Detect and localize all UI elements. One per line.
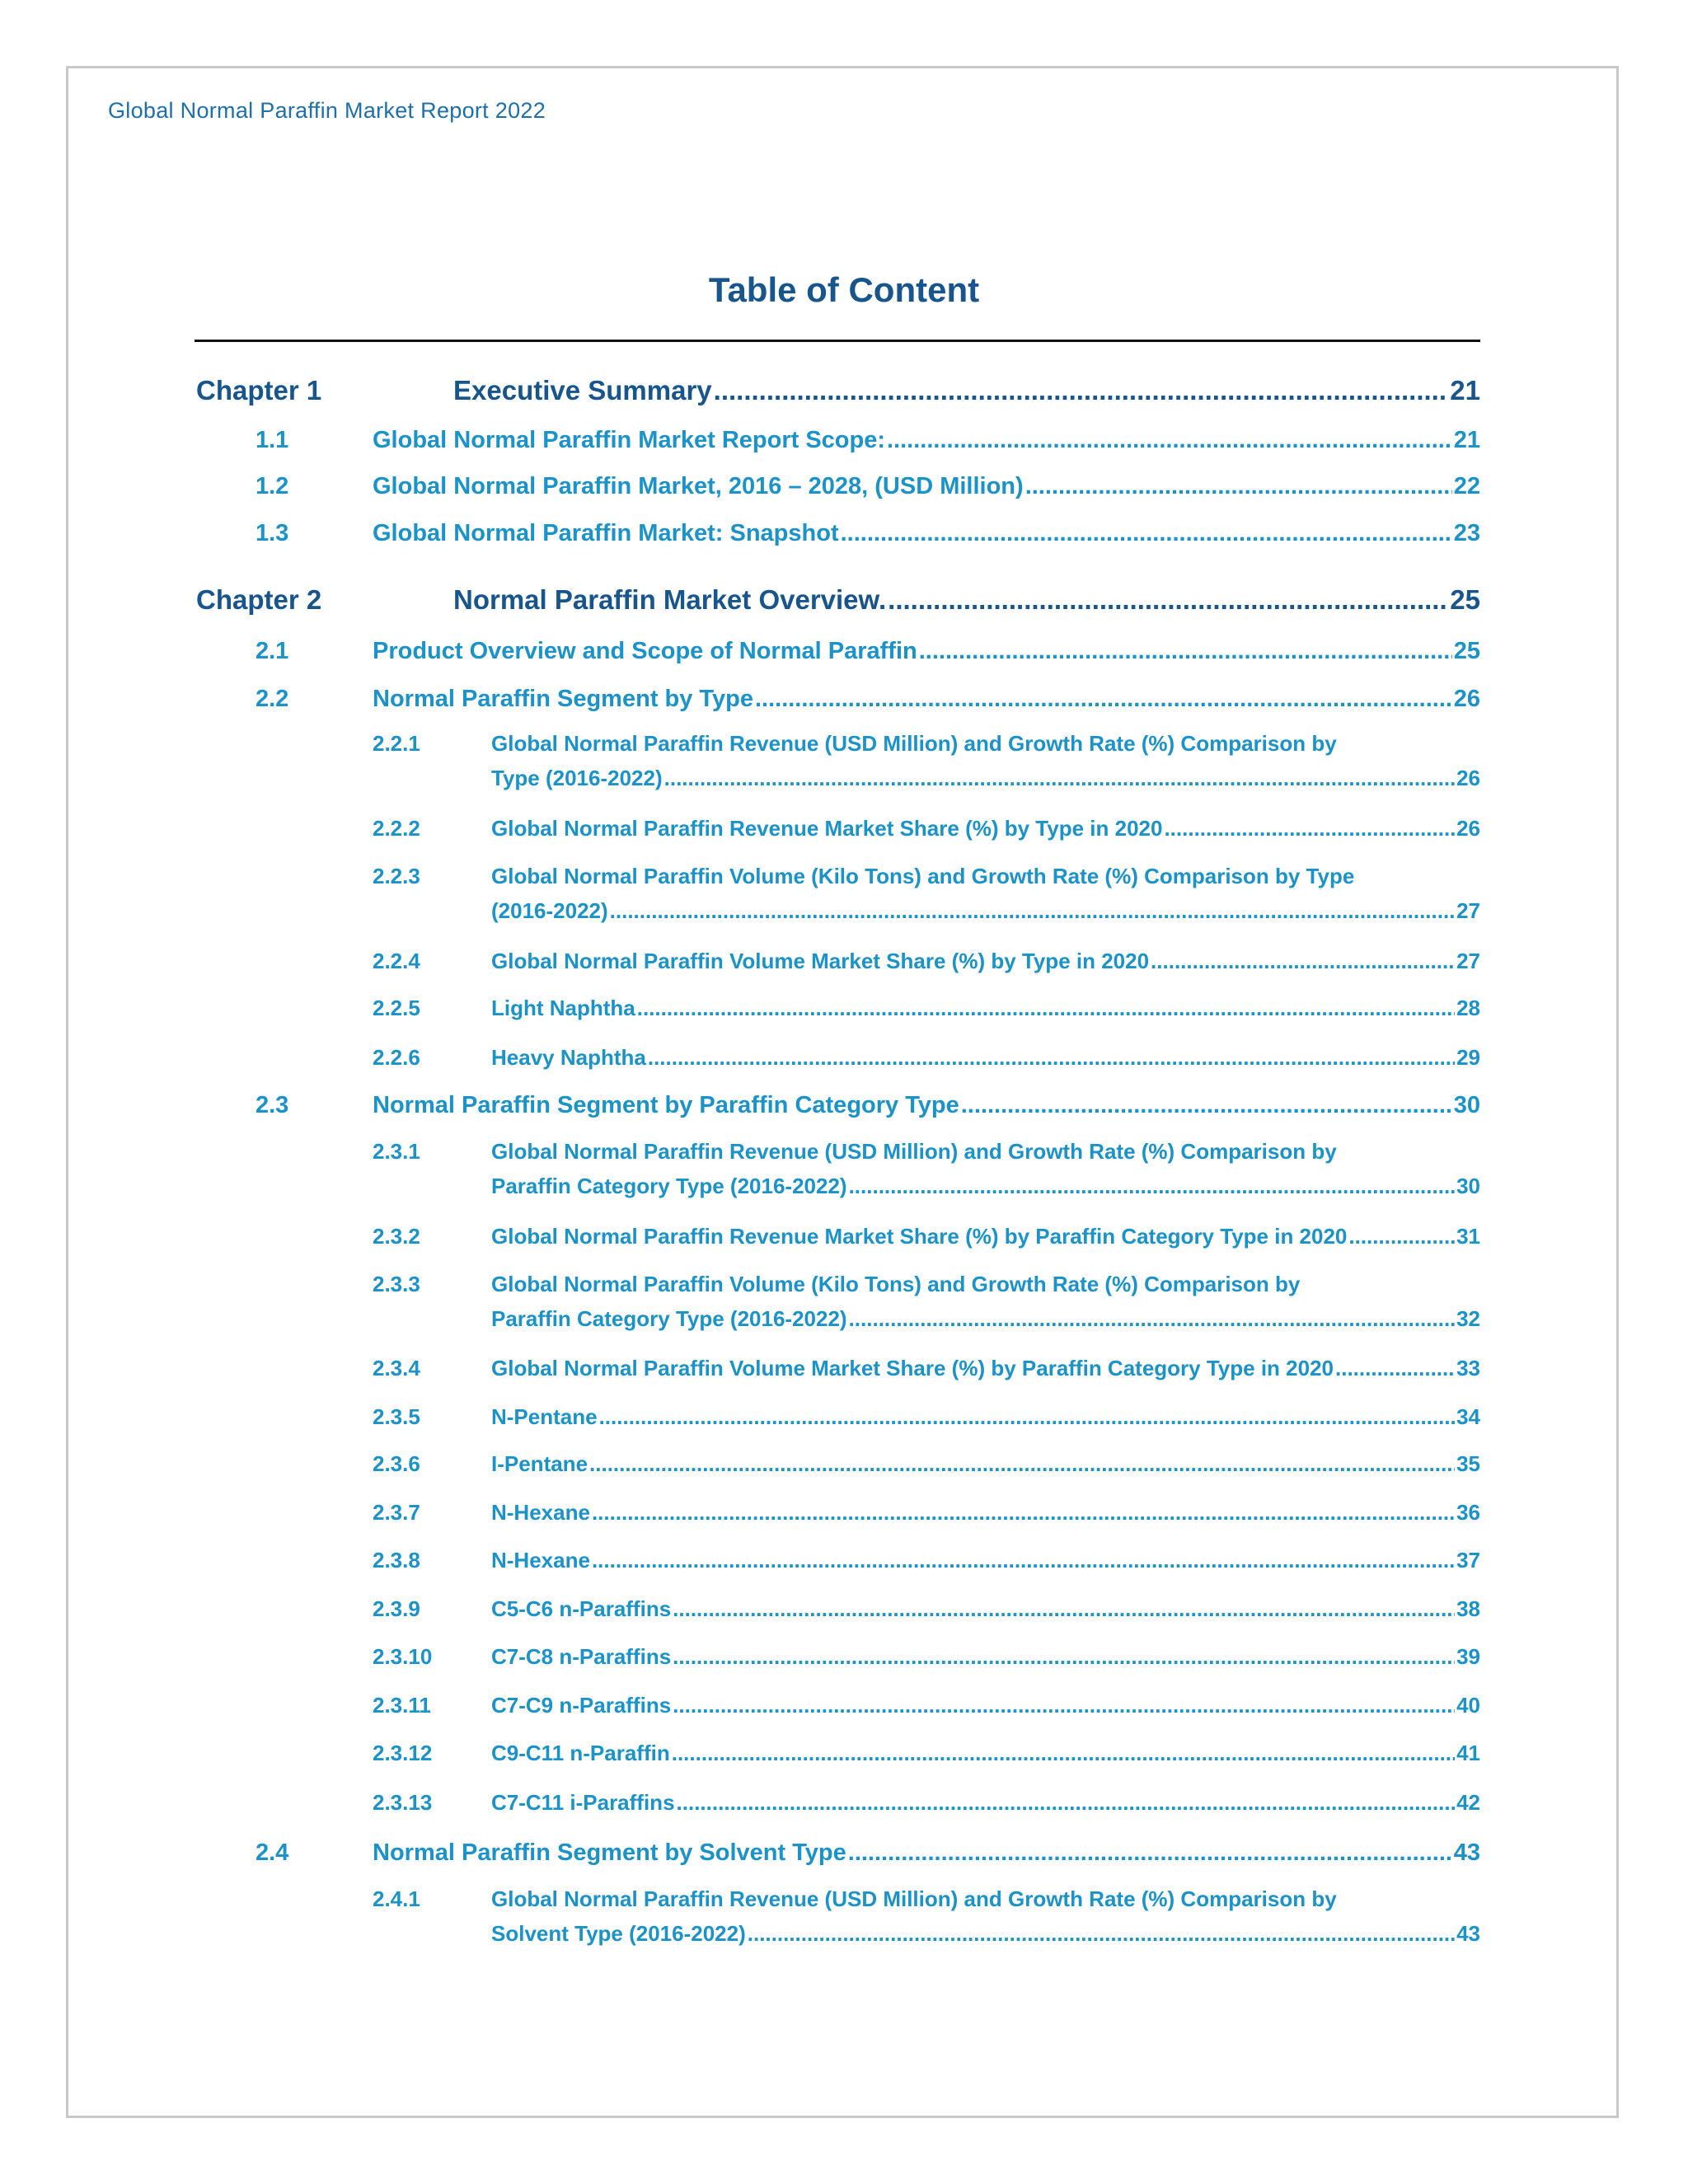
toc-entry-page: 30 [1456,1174,1480,1198]
toc-entry-page: 21 [1453,427,1480,453]
toc-entry-page: 36 [1456,1500,1480,1525]
toc-entry-number: 2.3.8 [373,1548,420,1572]
toc-entry-page: 27 [1456,949,1480,973]
toc-entry-number: 2.2.3 [373,864,420,888]
toc-entry-title: Paraffin Category Type (2016-2022) [491,1306,847,1331]
dot-leader [849,1306,1456,1332]
toc-entry-page: 25 [1450,584,1480,615]
dot-leader [919,638,1452,665]
dot-leader [1151,949,1455,974]
toc-title: Table of Content [708,270,980,309]
toc-entry-page: 43 [1456,1921,1480,1946]
dot-leader [673,1693,1455,1718]
toc-entry-page: 25 [1453,638,1480,664]
toc-entry-title: Paraffin Category Type (2016-2022) [491,1174,847,1198]
title-rule [195,340,1480,342]
toc-entry-title-line1: Global Normal Paraffin Volume (Kilo Tons) and Growth Rate (%) Comparison by Type [491,864,1355,888]
toc-entry-title: Global Normal Paraffin Volume Market Share (%) by Type in 2020 [491,949,1150,973]
dot-leader [589,1451,1455,1477]
dot-leader [841,520,1452,547]
toc-entry-title: Normal Paraffin Segment by Solvent Type [373,1840,846,1866]
dot-leader [1164,816,1455,841]
toc-entry-page: 22 [1453,473,1480,499]
toc-entry-page: 26 [1453,686,1480,712]
toc-entry-number: 2.3.13 [373,1790,433,1815]
toc-entry-title: N-Hexane [491,1548,590,1572]
toc-entry-title-line1: Global Normal Paraffin Revenue (USD Million) and Growth Rate (%) Comparison by [491,1139,1337,1164]
toc-entry-number: 2.3.3 [373,1272,420,1296]
toc-entry-title: C7-C11 i-Paraffins [491,1790,675,1815]
toc-entry-page: 26 [1456,816,1480,841]
toc-entry-number: 2.2.2 [373,816,420,841]
toc-entry-title: Solvent Type (2016-2022) [491,1921,746,1946]
toc-entry-title: Product Overview and Scope of Normal Paraffin [373,638,917,664]
dot-leader [888,584,1448,616]
dot-leader [672,1741,1455,1766]
toc-entry-title: Normal Paraffin Market Overview. [453,584,887,615]
toc-entry-number: 1.2 [256,473,289,499]
dot-leader [664,766,1455,791]
toc-entry-number: 1.1 [256,427,289,453]
toc-entry-page: 42 [1456,1790,1480,1815]
toc-entry-number: 2.3.7 [373,1500,420,1525]
dot-leader [648,1045,1455,1071]
toc-entry-title: Executive Summary [453,375,712,405]
toc-entry-title: Normal Paraffin Segment by Type [373,686,753,712]
toc-entry-number: 2.3.4 [373,1356,420,1380]
dot-leader [961,1092,1452,1119]
dot-leader [673,1644,1455,1670]
toc-entry-number: 2.2.5 [373,996,420,1020]
dot-leader [592,1500,1455,1526]
toc-entry-number: 2.4 [256,1840,289,1866]
toc-entry-title: Global Normal Paraffin Market, 2016 – 2028, (USD Million) [373,473,1024,499]
toc-entry-title: Global Normal Paraffin Market: Snapshot [373,520,839,546]
toc-entry-title: (2016-2022) [491,898,608,923]
toc-entry-title: Type (2016-2022) [491,766,663,790]
dot-leader [849,1174,1456,1199]
toc-entry-title: N-Pentane [491,1404,598,1429]
toc-entry-number: 2.3.2 [373,1224,420,1249]
toc-entry-number: 1.3 [256,520,289,546]
running-header: Global Normal Paraffin Market Report 2022 [108,98,546,123]
toc-entry-page: 28 [1456,996,1480,1020]
toc-entry-page: 27 [1456,898,1480,923]
dot-leader [592,1548,1455,1573]
toc-entry-page: 30 [1453,1092,1480,1118]
toc-entry-title: Global Normal Paraffin Volume Market Share (%) by Paraffin Category Type in 2020 [491,1356,1334,1380]
toc-entry-title: C7-C8 n-Paraffins [491,1644,672,1669]
toc-entry-page: 41 [1456,1741,1480,1765]
dot-leader [755,686,1452,713]
toc-entry-title: I-Pentane [491,1451,588,1476]
toc-entry-page: 37 [1456,1548,1480,1572]
toc-entry-title: Global Normal Paraffin Market Report Scope: [373,427,886,453]
toc-entry-title-line1: Global Normal Paraffin Revenue (USD Million) and Growth Rate (%) Comparison by [491,1886,1337,1911]
dot-leader [673,1596,1455,1622]
toc-entry-title-line1: Global Normal Paraffin Revenue (USD Million) and Growth Rate (%) Comparison by [491,731,1337,756]
toc-entry-title: C7-C9 n-Paraffins [491,1693,672,1718]
toc-entry-number: 2.2.1 [373,731,420,756]
toc-entry-number: 2.2 [256,686,289,712]
toc-entry-number: 2.3.6 [373,1451,420,1476]
toc-entry-page: 29 [1456,1045,1480,1070]
toc-entry-number: 2.3.12 [373,1741,433,1765]
toc-entry-title: Global Normal Paraffin Revenue Market Share (%) by Type in 2020 [491,816,1163,841]
toc-entry-page: 21 [1450,375,1480,405]
toc-entry-page: 33 [1456,1356,1480,1380]
toc-entry-page: 38 [1456,1596,1480,1621]
dot-leader [748,1921,1455,1947]
toc-entry-title: C5-C6 n-Paraffins [491,1596,672,1621]
toc-entry-page: 32 [1456,1306,1480,1331]
toc-entry-number: 2.3 [256,1092,289,1118]
dot-leader [599,1404,1456,1430]
toc-entry-title: N-Hexane [491,1500,590,1525]
toc-entry-title: Heavy Naphtha [491,1045,646,1070]
toc-entry-number: 2.2.4 [373,949,420,973]
toc-entry-title: C9-C11 n-Paraffin [491,1741,670,1765]
toc-entry-page: 40 [1456,1693,1480,1718]
toc-entry-title: Global Normal Paraffin Revenue Market Share (%) by Paraffin Category Type in 2020 [491,1224,1348,1249]
toc-entry-number: 2.3.9 [373,1596,420,1621]
toc-entry-page: 34 [1456,1404,1480,1429]
toc-entry-page: 31 [1456,1224,1480,1249]
dot-leader [1025,473,1452,500]
dot-leader [1335,1356,1455,1381]
toc-entry-page: 43 [1453,1840,1480,1866]
toc-entry-title-line1: Global Normal Paraffin Volume (Kilo Tons) and Growth Rate (%) Comparison by [491,1272,1301,1296]
toc-entry-page: 23 [1453,520,1480,546]
toc-entry-number: 2.3.5 [373,1404,420,1429]
dot-leader [714,375,1449,406]
dot-leader [1348,1224,1455,1249]
toc-entry-title: Light Naphtha [491,996,635,1020]
dot-leader [637,996,1455,1021]
toc-entry-number: Chapter 1 [196,375,322,405]
dot-leader [610,898,1455,924]
toc-entry-number: 2.4.1 [373,1886,420,1911]
toc-entry-page: 39 [1456,1644,1480,1669]
dot-leader [848,1840,1452,1867]
dot-leader [677,1790,1456,1816]
toc-entry-number: 2.3.1 [373,1139,420,1164]
toc-entry-page: 35 [1456,1451,1480,1476]
dot-leader [887,427,1452,454]
toc-entry-number: 2.3.10 [373,1644,433,1669]
toc-entry-number: 2.2.6 [373,1045,420,1070]
toc-entry-number: Chapter 2 [196,584,322,615]
toc-entry-number: 2.3.11 [373,1693,431,1718]
toc-entry-number: 2.1 [256,638,289,664]
toc-entry-page: 26 [1456,766,1480,790]
toc-entry-title: Normal Paraffin Segment by Paraffin Category Type [373,1092,959,1118]
